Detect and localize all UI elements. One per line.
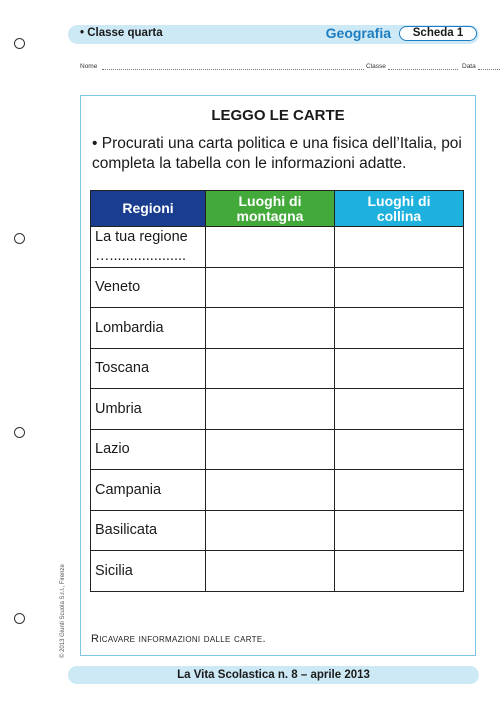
- worksheet-instruction: • Procurati una carta politica e una fisica dell’Italia, poi completa la tabella con le informazioni adatte.: [92, 135, 462, 172]
- mountain-cell[interactable]: [206, 510, 335, 551]
- mountain-cell[interactable]: [206, 267, 335, 308]
- hill-cell[interactable]: [335, 429, 464, 470]
- class-label: • Classe quarta: [80, 27, 163, 39]
- table-row: [91, 308, 464, 349]
- table-row: [91, 470, 464, 511]
- region-cell: Veneto: [91, 267, 206, 308]
- hill-cell[interactable]: [335, 308, 464, 349]
- mountain-cell[interactable]: [206, 348, 335, 389]
- footer-bar: La Vita Scolastica n. 8 – aprile 2013: [68, 666, 479, 684]
- binder-hole-4: [14, 613, 25, 624]
- region-cell: Campania: [91, 470, 206, 511]
- class-field-line[interactable]: [388, 69, 458, 70]
- region-cell: Toscana: [91, 348, 206, 389]
- header-montagna: [206, 191, 335, 227]
- table-row: [91, 227, 464, 268]
- table-row: [91, 429, 464, 470]
- worksheet-footnote: Ricavare informazioni dalle carte.: [91, 633, 266, 645]
- table-row: [91, 389, 464, 430]
- class-field-label: Classe: [366, 63, 386, 70]
- mountain-cell[interactable]: [206, 470, 335, 511]
- header-montagna-label: Luoghi di montagna: [236, 192, 304, 224]
- table-row: [91, 510, 464, 551]
- worksheet-title: LEGGO LE CARTE: [211, 107, 345, 124]
- region-cell: Sicilia: [91, 551, 206, 592]
- name-field-label: Nome: [80, 63, 98, 70]
- binder-hole-2: [14, 233, 25, 244]
- region-cell: Basilicata: [91, 510, 206, 551]
- student-fields: [80, 63, 478, 73]
- region-cell: Lazio: [91, 429, 206, 470]
- hill-cell[interactable]: [335, 227, 464, 268]
- region-label-own: La tua regione: [95, 228, 188, 245]
- region-blank-line: …...................: [95, 247, 187, 264]
- mountain-cell[interactable]: [206, 308, 335, 349]
- header-collina-label: Luoghi di collina: [367, 192, 431, 224]
- header-collina: [335, 191, 464, 227]
- copyright-note: © 2013 Giunti Scuola S.r.l., Firenze: [60, 564, 66, 658]
- hill-cell[interactable]: [335, 551, 464, 592]
- mountain-cell[interactable]: [206, 227, 335, 268]
- binder-hole-3: [14, 427, 25, 438]
- hill-cell[interactable]: [335, 348, 464, 389]
- date-field-line[interactable]: [478, 69, 500, 70]
- mountain-cell[interactable]: [206, 551, 335, 592]
- header-bar: [68, 25, 479, 44]
- binder-hole-1: [14, 38, 25, 49]
- regions-table: [90, 190, 464, 592]
- table-row: [91, 348, 464, 389]
- table-header-row: [91, 191, 464, 227]
- name-field-line[interactable]: [102, 69, 364, 70]
- table-row: [91, 267, 464, 308]
- worksheet-frame: [80, 95, 476, 656]
- header-regioni: Regioni: [91, 191, 206, 227]
- hill-cell[interactable]: [335, 470, 464, 511]
- date-field-label: Data: [462, 63, 476, 70]
- table-row: [91, 551, 464, 592]
- sheet-badge: Scheda 1: [399, 26, 477, 41]
- region-cell: Umbria: [91, 389, 206, 430]
- mountain-cell[interactable]: [206, 389, 335, 430]
- hill-cell[interactable]: [335, 510, 464, 551]
- region-cell: [91, 227, 206, 268]
- hill-cell[interactable]: [335, 267, 464, 308]
- region-cell: Lombardia: [91, 308, 206, 349]
- mountain-cell[interactable]: [206, 429, 335, 470]
- hill-cell[interactable]: [335, 389, 464, 430]
- subject-title: Geografia: [325, 25, 391, 41]
